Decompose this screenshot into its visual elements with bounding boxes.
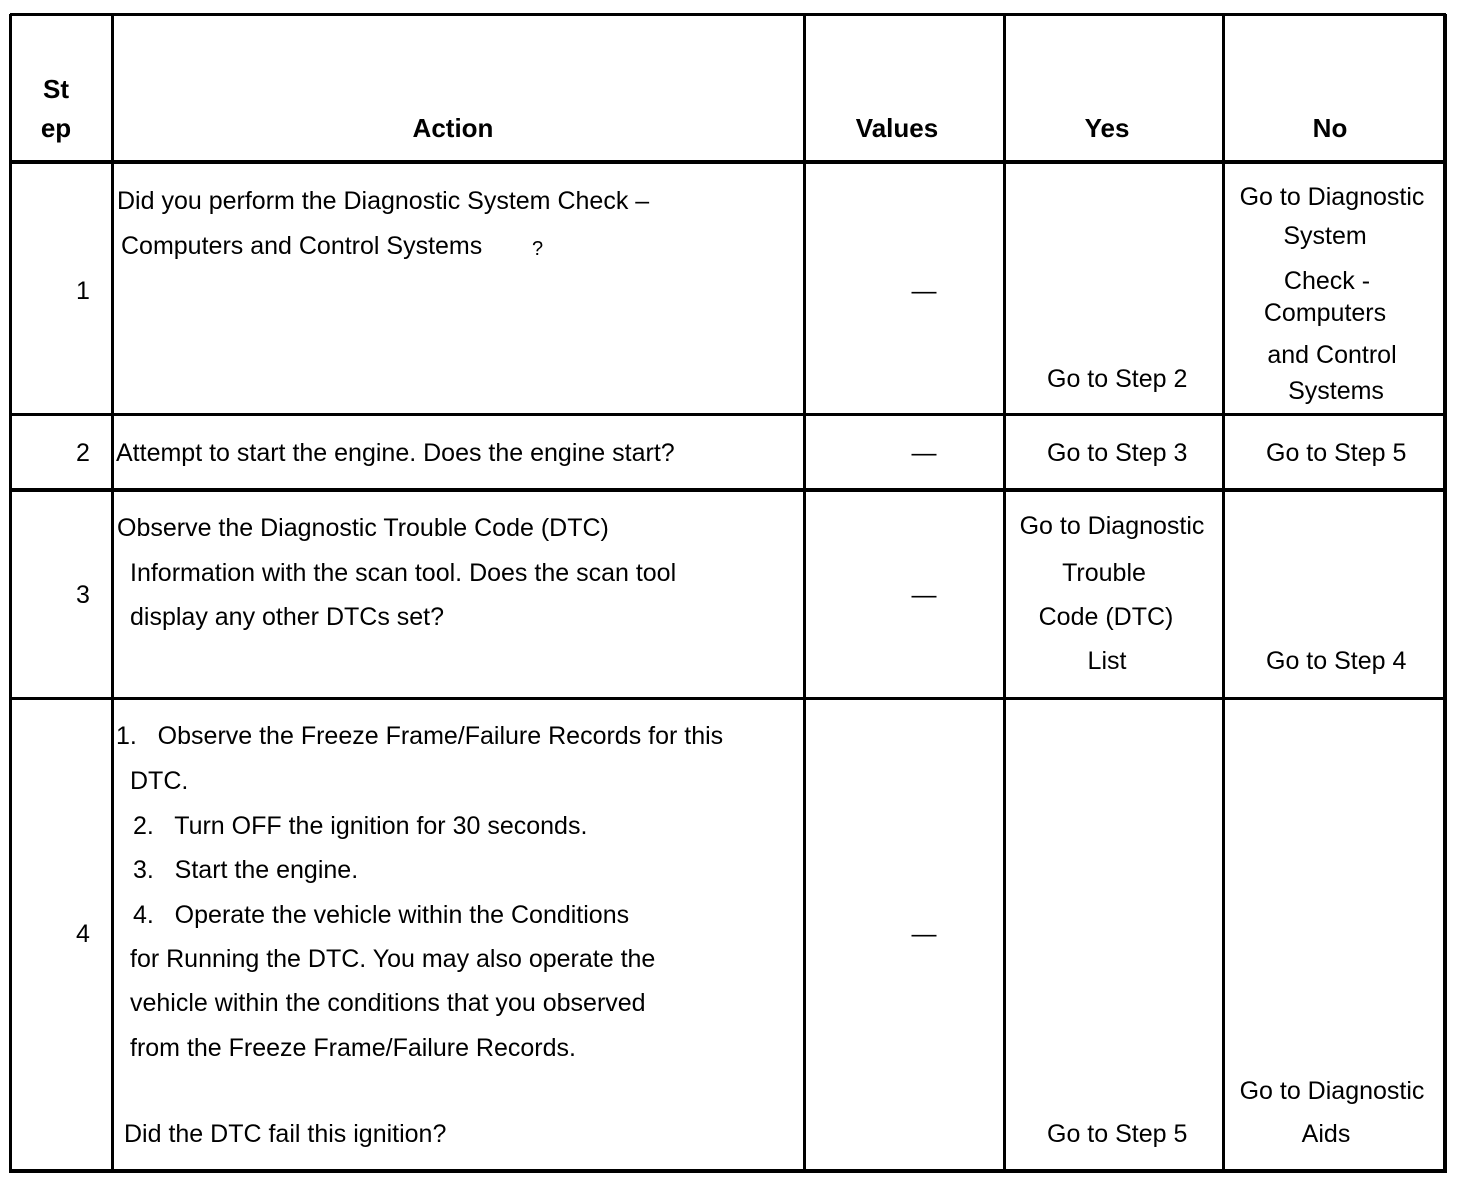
table-border-right bbox=[1443, 14, 1447, 1173]
no-text: Aids bbox=[1301, 1120, 1351, 1148]
action-text: DTC. bbox=[130, 767, 189, 795]
action-text: 4. Operate the vehicle within the Conditions bbox=[133, 901, 630, 929]
yes-text: Trouble bbox=[1062, 559, 1146, 587]
action-text: vehicle within the conditions that you observed bbox=[130, 989, 646, 1017]
column-divider bbox=[1003, 14, 1006, 1173]
action-text: 3. Start the engine. bbox=[133, 856, 359, 884]
action-text: Information with the scan tool. Does the scan tool bbox=[130, 559, 677, 587]
step-number: 2 bbox=[76, 439, 90, 467]
table-border-left bbox=[9, 14, 12, 1173]
yes-text: Go to Diagnostic bbox=[1019, 512, 1205, 540]
action-text: Observe the Diagnostic Trouble Code (DTC) bbox=[117, 514, 609, 542]
header-values: Values bbox=[855, 113, 939, 143]
action-text: from the Freeze Frame/Failure Records. bbox=[130, 1034, 576, 1062]
action-text: Computers and Control Systems bbox=[121, 232, 483, 260]
action-text: display any other DTCs set? bbox=[130, 603, 445, 631]
action-text: Did you perform the Diagnostic System Check – bbox=[117, 187, 650, 215]
no-text: Systems bbox=[1288, 377, 1384, 405]
action-text: ? bbox=[532, 238, 544, 260]
header-yes: Yes bbox=[1084, 113, 1130, 143]
column-divider bbox=[1222, 14, 1225, 1173]
column-divider bbox=[111, 14, 114, 1173]
table-border-bottom bbox=[10, 1169, 1446, 1173]
value-text: — bbox=[911, 920, 937, 948]
value-text: — bbox=[911, 581, 937, 609]
yes-text: List bbox=[1087, 647, 1127, 675]
no-text: and Control bbox=[1267, 341, 1397, 369]
action-text: for Running the DTC. You may also operate the bbox=[130, 945, 656, 973]
row-divider bbox=[10, 488, 1446, 492]
no-text: Go to Step 5 bbox=[1266, 439, 1407, 467]
no-text: Check - bbox=[1283, 267, 1371, 295]
step-number: 4 bbox=[76, 920, 90, 948]
table-border-top bbox=[10, 13, 1446, 16]
action-text: Did the DTC fail this ignition? bbox=[124, 1120, 447, 1148]
no-text: System bbox=[1283, 222, 1367, 250]
column-divider bbox=[803, 14, 806, 1173]
action-text: Attempt to start the engine. Does the engine start? bbox=[116, 439, 675, 467]
no-text: Go to Diagnostic bbox=[1239, 183, 1425, 211]
value-text: — bbox=[911, 439, 937, 467]
value-text: — bbox=[911, 277, 937, 305]
row-divider bbox=[10, 697, 1446, 700]
header-step: ep bbox=[40, 113, 72, 143]
row-divider bbox=[10, 413, 1446, 416]
no-text: Computers bbox=[1263, 299, 1387, 327]
yes-text: Go to Step 5 bbox=[1047, 1120, 1188, 1148]
yes-text: Code (DTC) bbox=[1038, 603, 1174, 631]
no-text: Go to Diagnostic bbox=[1239, 1077, 1425, 1105]
action-text: 2. Turn OFF the ignition for 30 seconds. bbox=[133, 812, 588, 840]
header-step: St bbox=[43, 74, 69, 104]
no-text: Go to Step 4 bbox=[1266, 647, 1407, 675]
step-number: 1 bbox=[76, 277, 90, 305]
action-text: 1. Observe the Freeze Frame/Failure Records for this bbox=[116, 722, 724, 750]
yes-text: Go to Step 3 bbox=[1047, 439, 1188, 467]
header-no: No bbox=[1312, 113, 1348, 143]
step-number: 3 bbox=[76, 581, 90, 609]
header-action: Action bbox=[412, 113, 494, 143]
header-divider bbox=[10, 160, 1446, 164]
yes-text: Go to Step 2 bbox=[1047, 365, 1188, 393]
